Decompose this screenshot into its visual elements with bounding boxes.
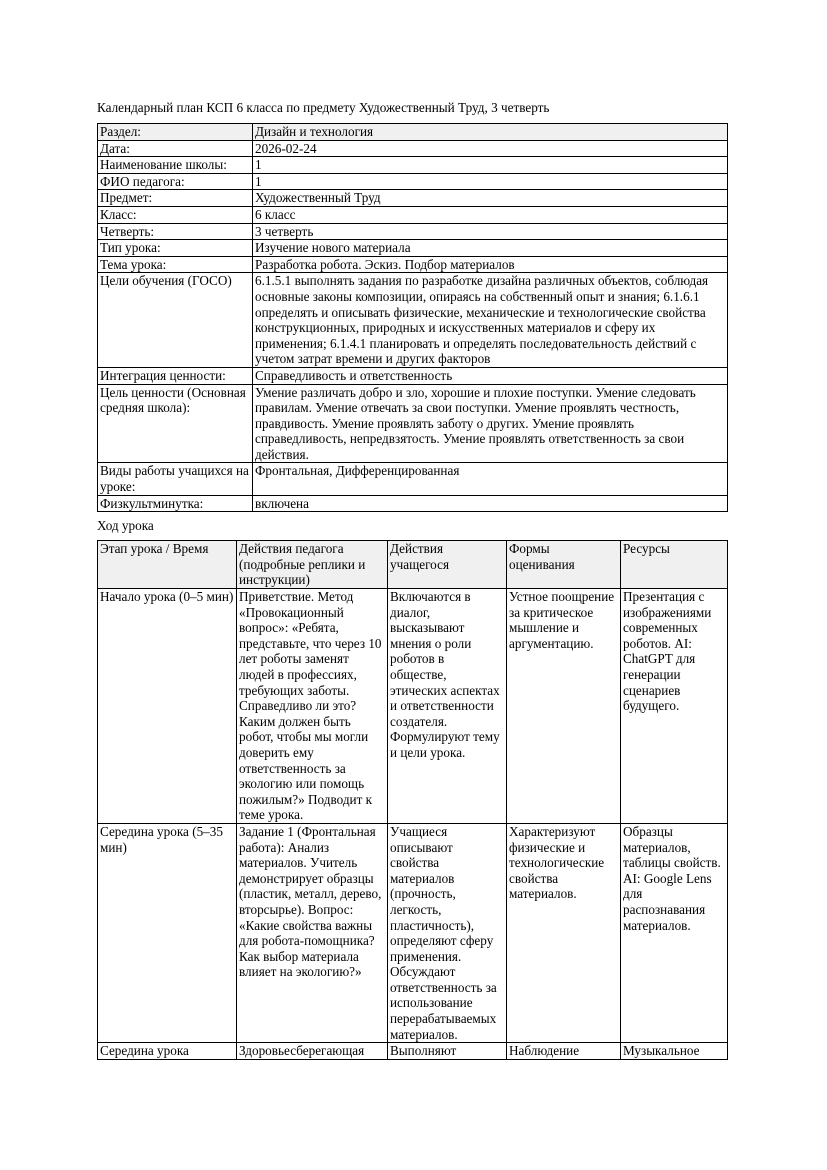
lesson-row: [98, 823, 728, 1042]
info-value-cell: 6 класс: [253, 206, 728, 223]
info-value-cell: 6.1.5.1 выполнять задания по разработке дизайна различных объектов, соблюдая основные законы композиции, опираясь на собственный опыт и знания; 6.1.6.1 определять и описывать физические, механические и технологические свойства конструкционных, природных и искусственных материалов и сферу их применения; 6.1.4.1 планировать и определять последовательность действий с учетом затрат времени и других факторов: [253, 273, 728, 368]
lesson-cell: Задание 1 (Фронтальная работа): Анализ материалов. Учитель демонстрирует образцы (пластик, металл, дерево, вторсырье). Вопрос: «Какие свойства важны для робота-помощника? Как выбор материала влияет на экологию?»: [237, 823, 388, 1042]
lesson-header-cell: Действия учащегося: [388, 541, 507, 589]
info-label-cell: Предмет:: [98, 190, 253, 207]
lesson-cell: Середина урока: [98, 1043, 237, 1060]
info-row: [98, 495, 728, 512]
lesson-cell: Музыкальное: [621, 1043, 728, 1060]
lesson-row: [98, 1043, 728, 1060]
lesson-cell: Наблюдение: [507, 1043, 621, 1060]
info-row: [98, 157, 728, 174]
lesson-cell: Образцы материалов, таблицы свойств. AI: Google Lens для распознавания материалов.: [621, 823, 728, 1042]
lesson-cell: Выполняют: [388, 1043, 507, 1060]
info-value-cell: Умение различать добро и зло, хорошие и плохие поступки. Умение следовать правилам. Умение отвечать за свои поступки. Умение проявлять честность, правдивость. Умение проявлять заботу о других. Умение проявлять справедливость, непредвзятость. Умение проявлять ответственность за свои действия.: [253, 384, 728, 463]
info-label-cell: Четверть:: [98, 223, 253, 240]
info-value-cell: Дизайн и технология: [253, 124, 728, 141]
info-label-cell: Цели обучения (ГОСО): [98, 273, 253, 368]
info-label-cell: Наименование школы:: [98, 157, 253, 174]
lesson-cell: Начало урока (0–5 мин): [98, 589, 237, 824]
info-value-cell: 3 четверть: [253, 223, 728, 240]
lesson-cell: Характеризуют физические и технологические свойства материалов.: [507, 823, 621, 1042]
lesson-cell: Середина урока (5–35 мин): [98, 823, 237, 1042]
info-label-cell: Тема урока:: [98, 256, 253, 273]
info-value-cell: 1: [253, 157, 728, 174]
document-content: [97, 100, 727, 1060]
info-value-cell: 1: [253, 173, 728, 190]
lesson-cell: Здоровьесберегающая: [237, 1043, 388, 1060]
info-label-cell: Цель ценности (Основная средняя школа):: [98, 384, 253, 463]
info-row: [98, 463, 728, 495]
info-row: [98, 384, 728, 463]
info-label-cell: ФИО педагога:: [98, 173, 253, 190]
lesson-cell: Учащиеся описывают свойства материалов (прочность, легкость, пластичность), определяют сферу применения. Обсуждают ответственность за использование перерабатываемых материалов.: [388, 823, 507, 1042]
info-label-cell: Виды работы учащихся на уроке:: [98, 463, 253, 495]
lesson-header-cell: Ресурсы: [621, 541, 728, 589]
info-value-cell: 2026-02-24: [253, 140, 728, 157]
lesson-plan-table-body: [98, 589, 728, 1060]
lesson-info-table: [97, 123, 728, 512]
lesson-header-row: [98, 541, 728, 589]
info-value-cell: включена: [253, 495, 728, 512]
lesson-cell: Устное поощрение за критическое мышление и аргументацию.: [507, 589, 621, 824]
info-row: [98, 190, 728, 207]
info-value-cell: Фронтальная, Дифференцированная: [253, 463, 728, 495]
lesson-info-table-body: [98, 124, 728, 512]
lesson-header-cell: Действия педагога (подробные реплики и инструкции): [237, 541, 388, 589]
info-label-cell: Класс:: [98, 206, 253, 223]
info-value-cell: Художественный Труд: [253, 190, 728, 207]
info-row: [98, 273, 728, 368]
lesson-cell: Приветствие. Метод «Провокационный вопрос»: «Ребята, представьте, что через 10 лет роботы заменят людей в профессиях, требующих заботы. Справедливо ли это? Каким должен быть робот, чтобы мы могли доверить ему ответственность за экологию или помощь пожилым?» Подводит к теме урока.: [237, 589, 388, 824]
info-label-cell: Тип урока:: [98, 240, 253, 257]
info-row: [98, 240, 728, 257]
section-heading: Ход урока: [97, 518, 154, 534]
info-label-cell: Интеграция ценности:: [98, 367, 253, 384]
lesson-cell: Презентация с изображениями современных роботов. AI: ChatGPT для генерации сценариев будущего.: [621, 589, 728, 824]
lesson-cell: Включаются в диалог, высказывают мнения о роли роботов в обществе, этических аспектах и ответственности создателя. Формулируют тему и цели урока.: [388, 589, 507, 824]
info-value-cell: Разработка робота. Эскиз. Подбор материалов: [253, 256, 728, 273]
page-title: Календарный план КСП 6 класса по предмету Художественный Труд, 3 четверть: [97, 100, 550, 115]
info-value-cell: Справедливость и ответственность: [253, 367, 728, 384]
info-row: [98, 206, 728, 223]
lesson-row: [98, 589, 728, 824]
lesson-header-cell: Формы оценивания: [507, 541, 621, 589]
info-row: [98, 367, 728, 384]
info-row: [98, 256, 728, 273]
lesson-plan-table: [97, 540, 728, 1060]
info-value-cell: Изучение нового материала: [253, 240, 728, 257]
info-label-cell: Физкультминутка:: [98, 495, 253, 512]
info-row: [98, 173, 728, 190]
info-row: [98, 223, 728, 240]
lesson-plan-table-head: [98, 541, 728, 589]
info-row: [98, 140, 728, 157]
info-label-cell: Раздел:: [98, 124, 253, 141]
info-row: [98, 124, 728, 141]
info-label-cell: Дата:: [98, 140, 253, 157]
lesson-header-cell: Этап урока / Время: [98, 541, 237, 589]
